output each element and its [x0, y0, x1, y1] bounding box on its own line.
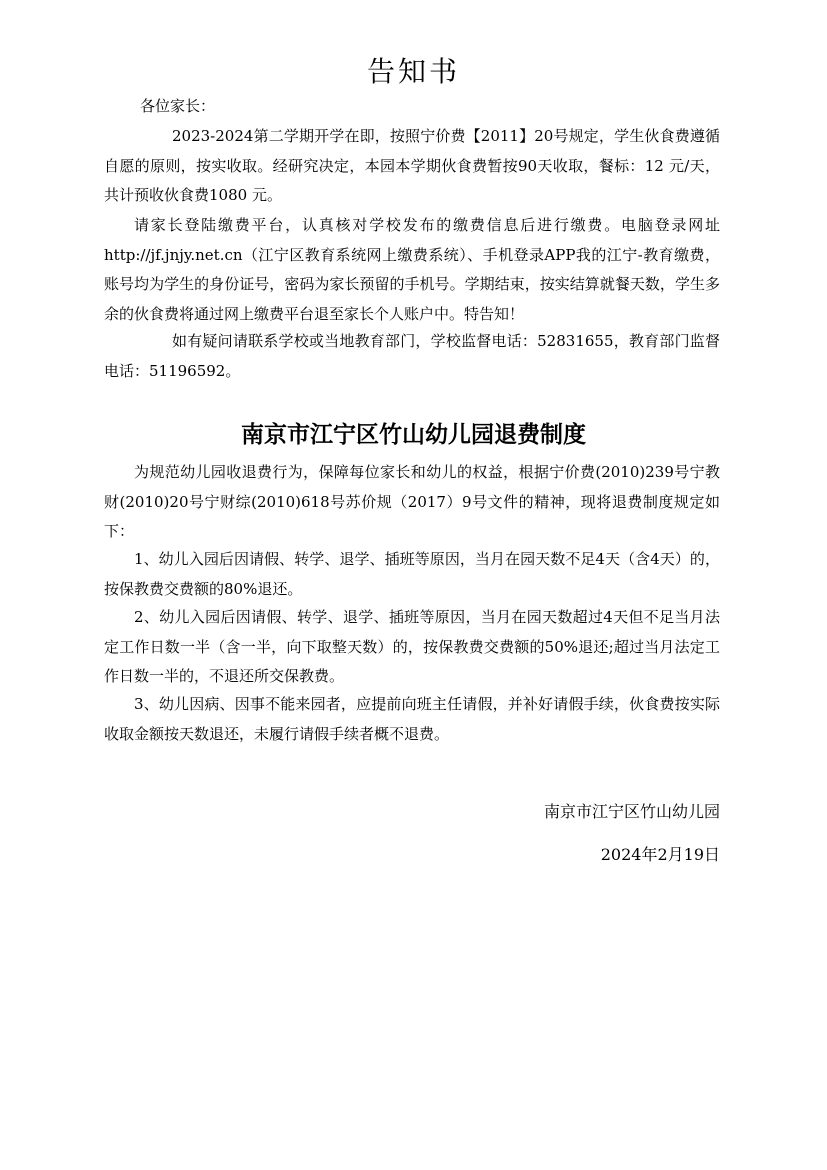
notice-greeting: 各位家长： [140, 97, 216, 115]
signature-organization: 南京市江宁区竹山幼儿园 [543, 802, 720, 821]
refund-intro: 为规范幼儿园收退费行为，保障每位家长和幼儿的权益，根据宁价费(2010)239号宁教财(2010)20号宁财综(2010)618号苏价规（2017）9号文件的精神，现将退费制度规定如下： [104, 463, 720, 540]
refund-rule-1: 1、幼儿入园后因请假、转学、退学、插班等原因，当月在园天数不足4天（含4天）的，按保教费交费额的80%退还。 [104, 550, 720, 598]
notice-paragraph-3: 如有疑问请联系学校或当地教育部门，学校监督电话：52831655，教育部门监督电话：51196592。 [104, 332, 720, 380]
signature-date: 2024年2月19日 [600, 845, 720, 864]
refund-rule-2: 2、幼儿入园后因请假、转学、退学、插班等原因，当月在园天数超过4天但不足当月法定工作日数一半（含一半，向下取整天数）的，按保教费交费额的50%退还;超过当月法定工作日数一半的，不退还所交保教费。 [104, 608, 720, 685]
refund-rule-3: 3、幼儿因病、因事不能来园者，应提前向班主任请假，并补好请假手续，伙食费按实际收取金额按天数退还，未履行请假手续者概不退费。 [104, 695, 720, 743]
notice-title: 告知书 [366, 55, 460, 88]
notice-paragraph-1: 2023-2024第二学期开学在即，按照宁价费【2011】20号规定，学生伙食费遵循自愿的原则，按实收取。经研究决定，本园本学期伙食费暂按90天收取，餐标：12 元/天，共计预收伙食费1080 元。 [104, 127, 720, 204]
notice-paragraph-2: 请家长登陆缴费平台，认真核对学校发布的缴费信息后进行缴费。电脑登录网址http://jf.jnjy.net.cn（江宁区教育系统网上缴费系统）、手机登录APP我的江宁-教育缴费，账号均为学生的身份证号，密码为家长预留的手机号。学期结束，按实结算就餐天数，学生多余的伙食费将通过网上缴费平台退至家长个人账户中。特告知！ [104, 216, 720, 323]
refund-policy-title: 南京市江宁区竹山幼儿园退费制度 [241, 422, 586, 448]
